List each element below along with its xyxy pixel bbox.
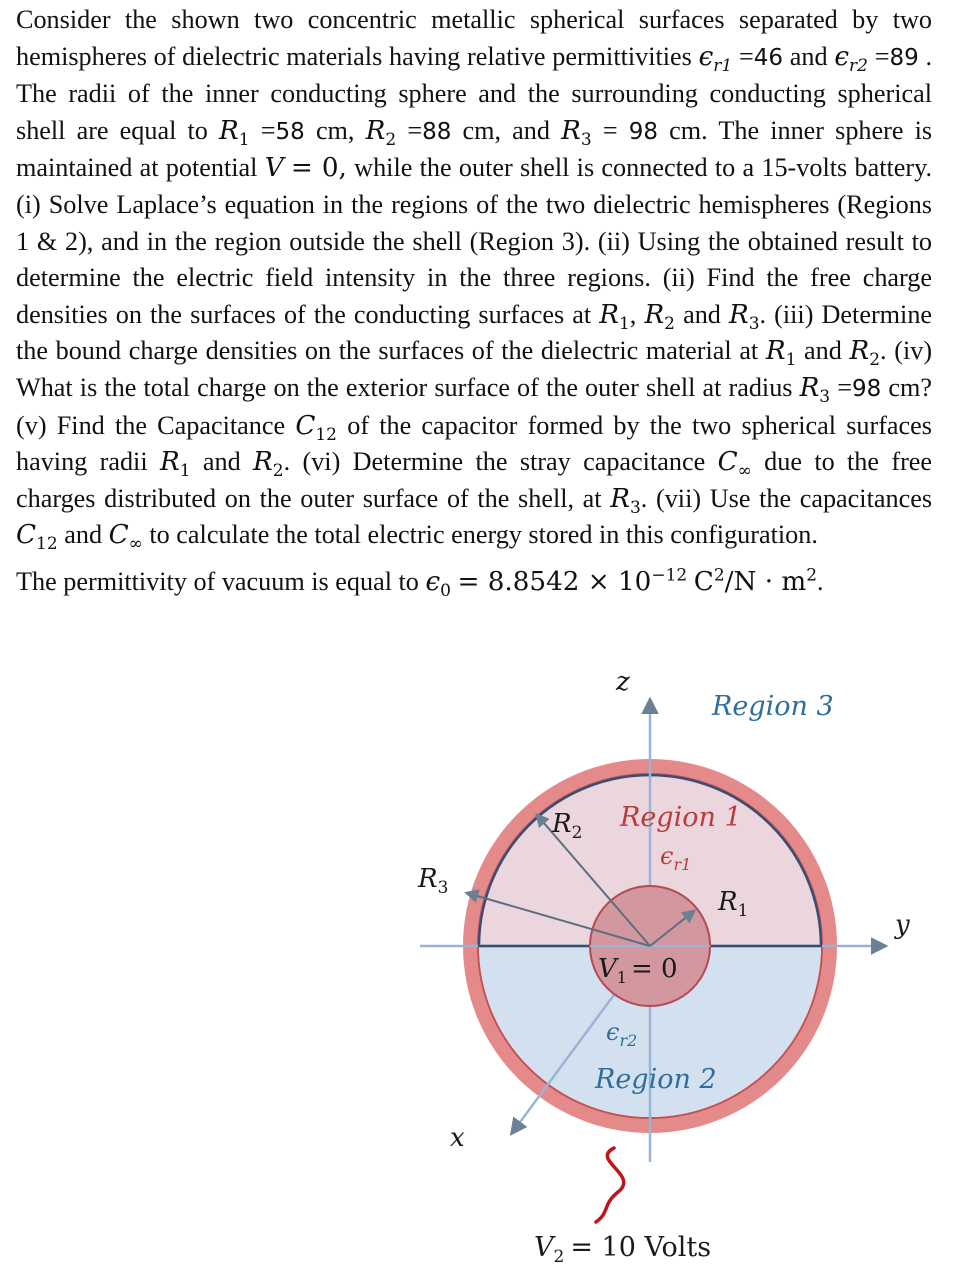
x-axis-label: x — [450, 1123, 465, 1153]
v2-label: $V_2 = 10$ Volts — [534, 1232, 712, 1265]
r2-label: $R_2$ — [552, 809, 583, 843]
wire — [596, 1148, 624, 1222]
region3-label: Region 3 — [712, 691, 834, 722]
z-axis-label: z — [616, 667, 630, 697]
r3-label: $R_3$ — [418, 864, 449, 898]
region1-permittivity: $\epsilon_{r1}$ — [660, 842, 692, 874]
r1-label: $R_1$ — [718, 887, 749, 921]
problem-paragraph: Consider the shown two concentric metallic spherical surfaces separated by two hemispheres of dielectric materials having relative permittivities $\epsilon_{r1} =46$ and $\epsilon_{r2} =89$ . The radii of the inner conducting sphere and the surrounding conducting spherical shell are equal to $R_1 =58$ cm, $R_2 =88$ cm, and $R_3 = 98$ cm. The inner sphere is maintained at potential V = 0, while the outer shell is connected to a 15-volts battery. (i) Solve Laplace’s equation in the regions of the two dielectric hemispheres (Regions 1 & 2), and in the region outside the shell (Region 3). (ii) Using the obtained result to determine the electric field intensity in the three regions. (ii) Find the free charge densities on the surfaces of the conducting surfaces at $R_1$, $R_2$ and $R_3$. (iii) Determine the bound charge densities on the surfaces of the dielectric material at $R_1$ and $R_2$. (iv) What is the total charge on the exterior surface of the outer shell at radius $R_3 =98$ cm? (v) Find the Capacitance $C_{12}$ of the capacitor formed by the two spherical surfaces having radii $R_1$ and $R_2$. (vi) Determine the stray capacitance $C_\infty$ due to the free charges distributed on the outer surface of the shell, at $R_3$. (vii) Use the capacitances $C_{12}$ and $C_\infty$ to calculate the total electric energy stored in this configuration. — [16, 5, 933, 555]
problem-statement — [16, 2, 932, 601]
region1-label: Region 1 — [620, 802, 742, 833]
concentric-spheres-figure — [0, 655, 955, 1265]
region2-permittivity: $\epsilon_{r2}$ — [606, 1018, 638, 1050]
region2-label: Region 2 — [595, 1064, 717, 1095]
y-axis-label: y — [895, 910, 910, 940]
permittivity-line: The permittivity of vacuum is equal to $\epsilon_0 = 8.8542 \times 10^{-12}$ $C^2/N \cdot m^2$. — [16, 565, 824, 602]
v1-label: $V_1 = 0$ — [598, 954, 678, 987]
